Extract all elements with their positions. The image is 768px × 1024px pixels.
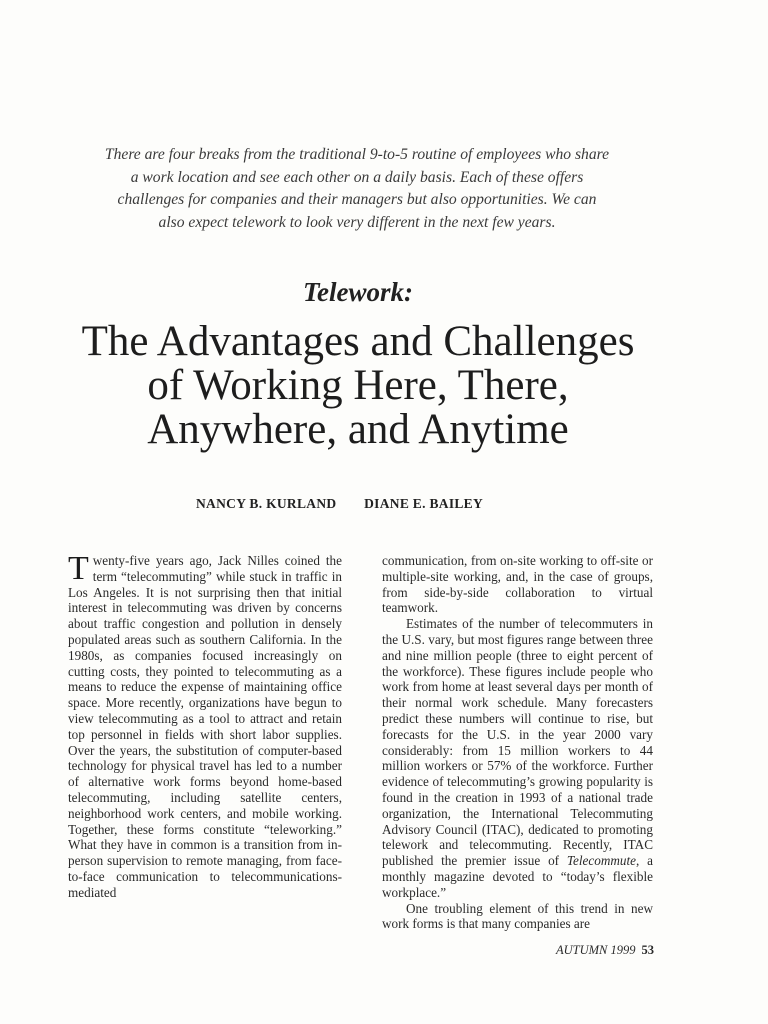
paragraph-text: wenty-five years ago, Jack Nilles coined the term “telecommuting” while stuck in traffic in Los Angeles. It is not surprising then that initial interest in telecommuting was driven by concerns about traffic congestion and pollution in densely populated areas such as southern California. In the 1980s, as companies focused increasingly on cutting costs, they pointed to telecommuting as a means to reduce the expense of maintaining office space. More recently, organizations have begun to view telecommuting as a tool to attract and retain top personnel in fields with short labor supplies. Over the years, the substitution of computer-based technology for physical travel has led to a number of alternative work forms beyond home-based telecommuting, including satellite centers, neighborhood work centers, and mobile working. Together, these forms constitute “teleworking.” What they have in common is a transition from in-person supervision to remote managing, from face-to-face communication to telecommunications-mediated [68, 553, 342, 900]
body-column-left [68, 550, 342, 901]
author-byline [196, 496, 536, 512]
page-number: 53 [641, 943, 654, 957]
author-name: DIANE E. BAILEY [364, 496, 484, 511]
abstract-line: also expect telework to look very different in the next few years. [158, 213, 556, 231]
title-line: Anywhere, and Anytime [147, 406, 569, 453]
abstract-line: a work location and see each other on a daily basis. Each of these offers [130, 168, 584, 186]
issue-label: AUTUMN 1999 [555, 943, 636, 957]
body-paragraph: One troubling element of this trend in new work forms is that many companies are [382, 900, 653, 932]
title-line: The Advantages and Challenges [81, 318, 635, 365]
paragraph-text: Estimates of the number of telecommuters in the U.S. vary, but most figures range between three and nine million people (three to eight percent of the workforce). These figures include people who work from home at least several days per month of their normal work schedule. Many forecasters predict these numbers will continue to rise, but forecasts for the U.S. in the year 2000 vary considerably: from 15 million workers to 44 million workers or 57% of the workforce. Further evidence of telecommuting’s growing popularity is found in the creation in 1993 of a national trade organization, the International Telecommuting Advisory Council (ITAC), dedicated to promoting telework and telecommuting. Recently, ITAC published the premier issue of [382, 616, 653, 869]
article-title [30, 320, 686, 452]
author-name: NANCY B. KURLAND [196, 496, 337, 511]
title-line: of Working Here, There, [147, 362, 569, 409]
abstract-line: There are four breaks from the traditional 9-to-5 routine of employees who share [104, 146, 610, 163]
body-paragraph [68, 550, 342, 901]
abstract [62, 144, 652, 234]
abstract-line: challenges for companies and their managers but also opportunities. We can [117, 191, 597, 208]
body-column-right [382, 553, 653, 932]
article-kicker: Telework: [303, 277, 413, 307]
publication-title: Telecommute [566, 853, 637, 869]
body-paragraph: communication, from on-site working to off-site or multiple-site working, and, in the case of groups, from side-by-side collaboration to virtual teamwork. [382, 553, 653, 616]
paragraph-text: , a monthly magazine devoted to “today’s flexible workplace.” [382, 853, 653, 900]
drop-cap: T [68, 550, 89, 587]
page-footer [534, 943, 654, 958]
body-paragraph [382, 616, 653, 900]
